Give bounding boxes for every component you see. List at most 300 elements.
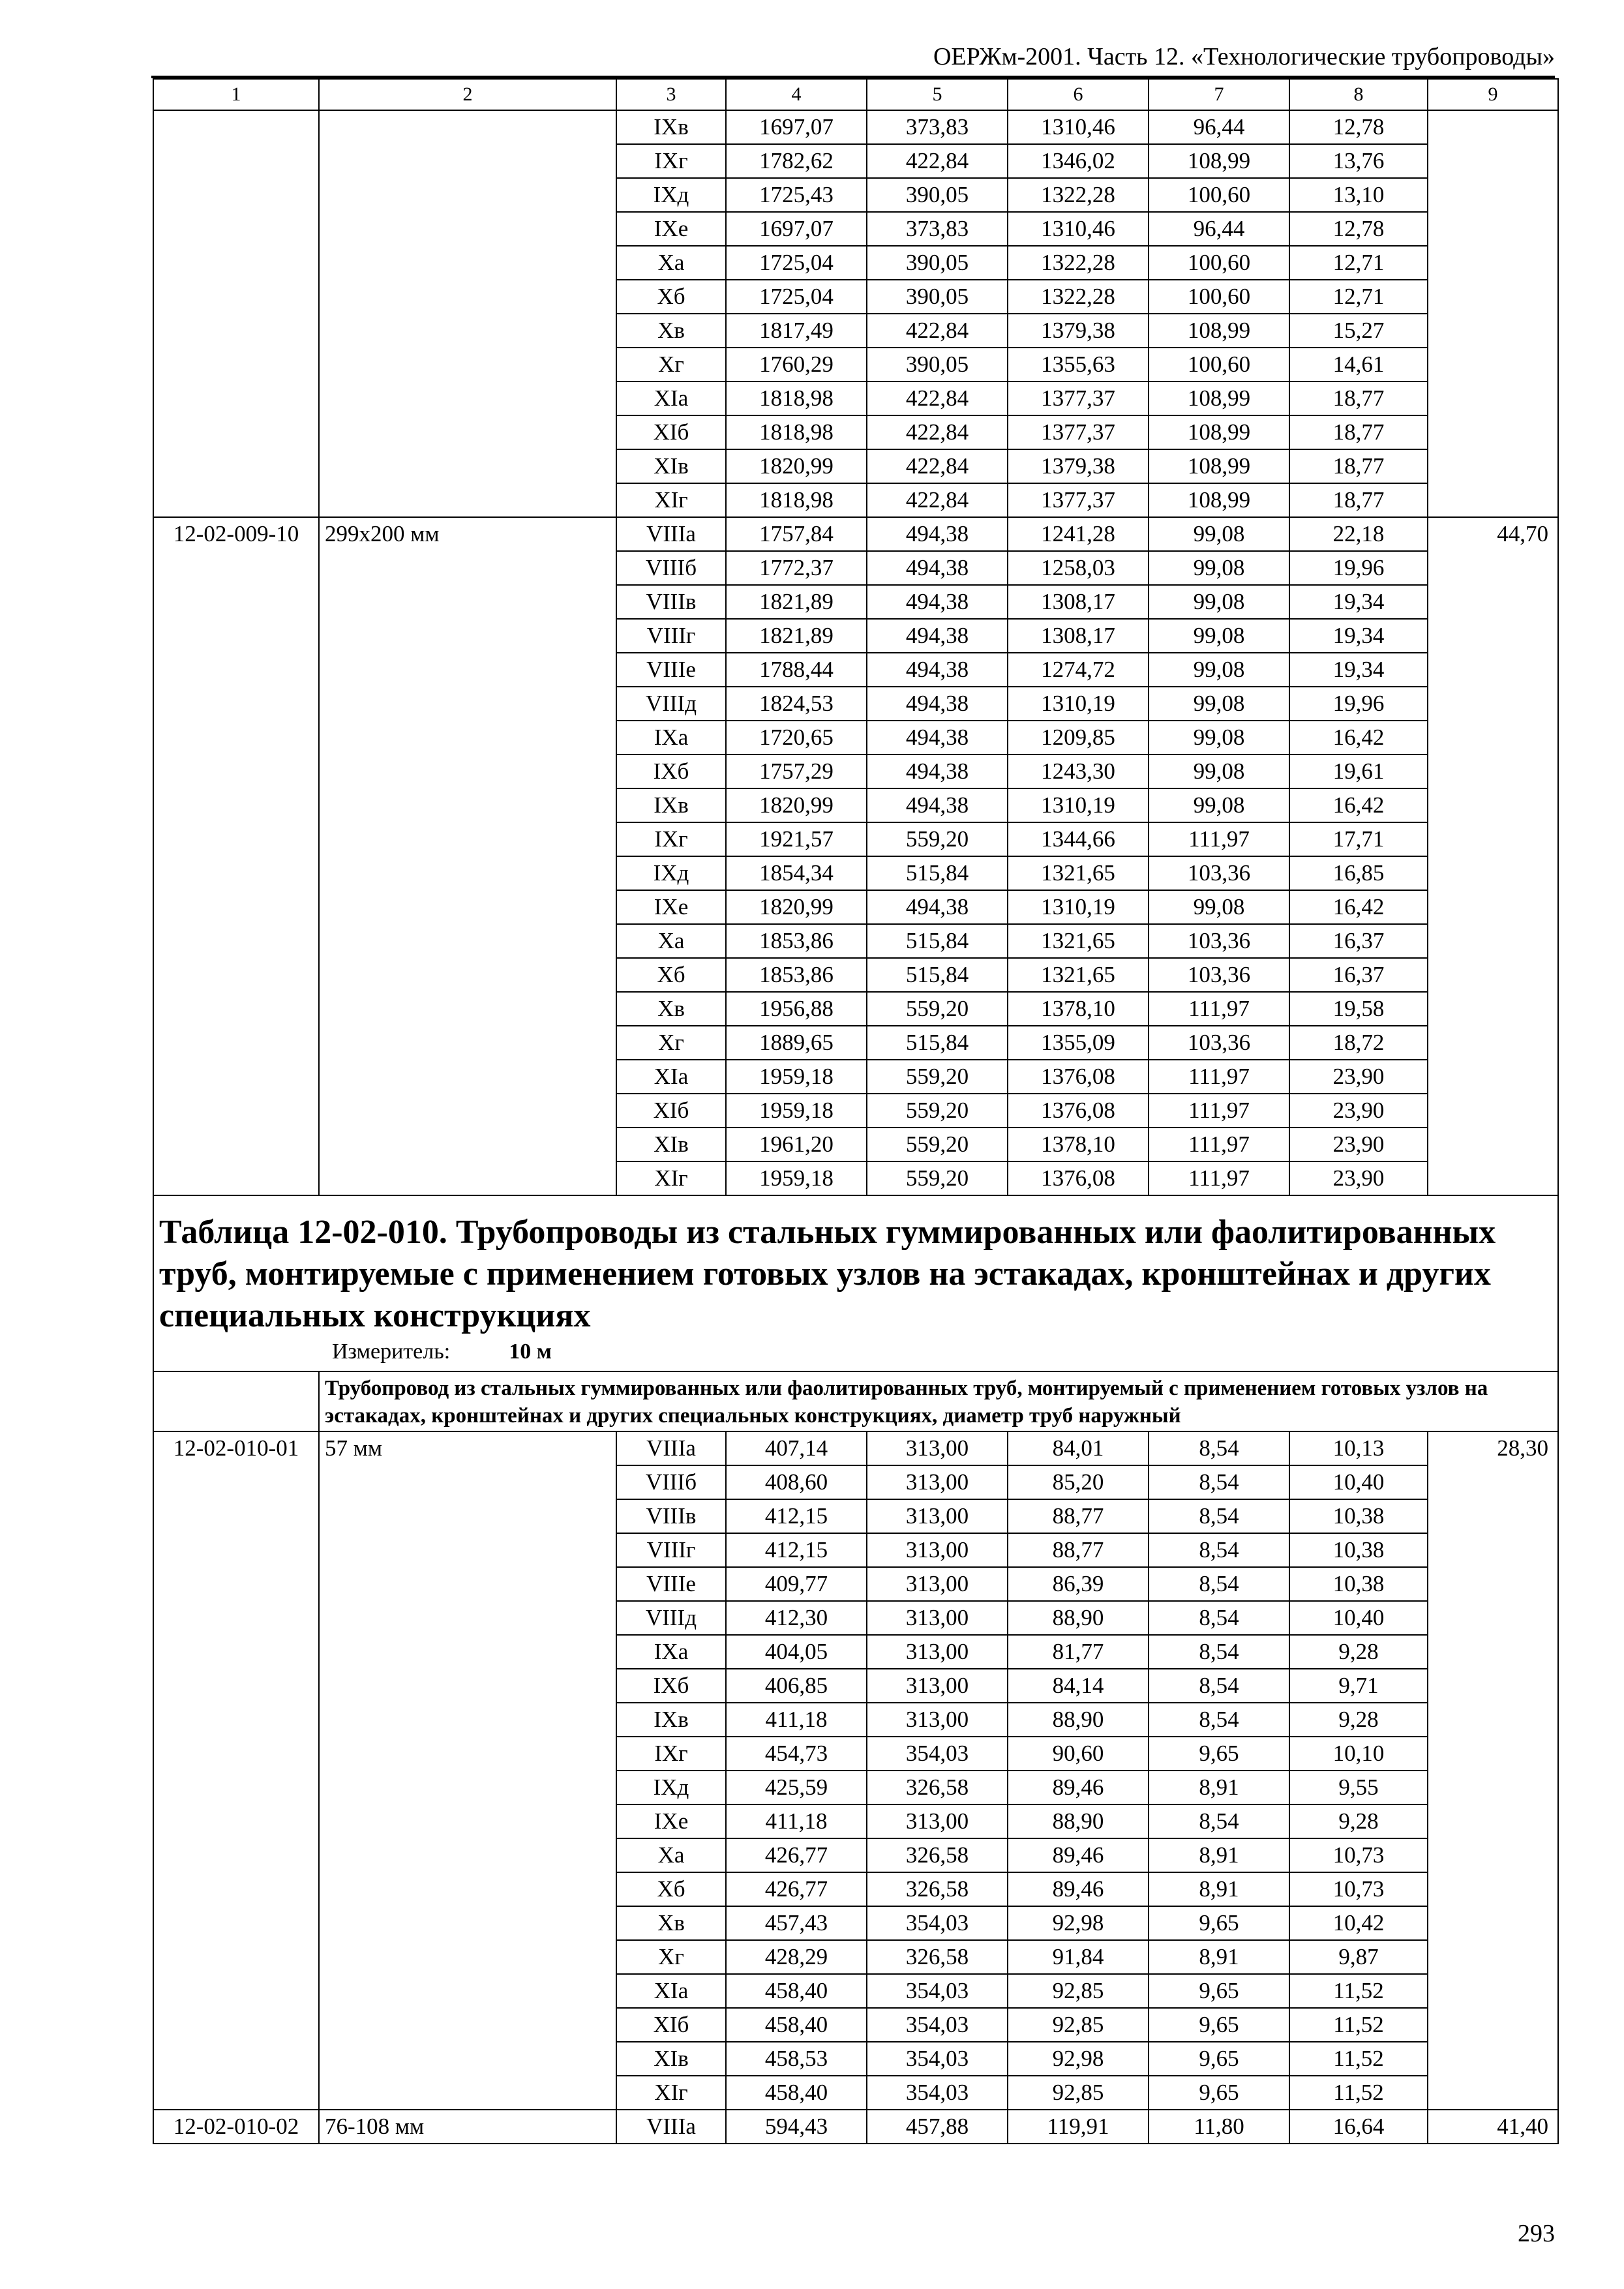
cost-total-cell: 1697,07	[726, 110, 867, 144]
cost-labor-cell: 422,84	[867, 449, 1008, 483]
cost-operators-cell: 111,97	[1149, 992, 1289, 1026]
cost-materials-cell: 12,71	[1289, 280, 1428, 314]
cost-materials-cell: 10,73	[1289, 1838, 1428, 1872]
cost-machines-cell: 1310,19	[1008, 890, 1149, 924]
cost-total-cell: 458,40	[726, 2008, 867, 2042]
cost-total-cell: 1820,99	[726, 449, 867, 483]
cost-operators-cell: 99,08	[1149, 517, 1289, 551]
cost-machines-cell: 91,84	[1008, 1940, 1149, 1974]
cost-materials-cell: 10,40	[1289, 1465, 1428, 1499]
cost-machines-cell: 1321,65	[1008, 958, 1149, 992]
cost-operators-cell: 100,60	[1149, 348, 1289, 382]
cost-total-cell: 1959,18	[726, 1060, 867, 1094]
cost-materials-cell: 19,61	[1289, 755, 1428, 788]
table-row	[153, 2110, 1558, 2144]
zone-cell: Xв	[616, 992, 726, 1026]
cost-labor-cell: 326,58	[867, 1872, 1008, 1906]
cost-labor-cell: 494,38	[867, 619, 1008, 653]
cost-labor-cell: 515,84	[867, 924, 1008, 958]
zone-cell: IXв	[616, 1703, 726, 1737]
cost-total-cell: 1760,29	[726, 348, 867, 382]
cost-operators-cell: 8,54	[1149, 1567, 1289, 1601]
cost-labor-cell: 313,00	[867, 1499, 1008, 1533]
cost-materials-cell: 10,73	[1289, 1872, 1428, 1906]
zone-cell: IXг	[616, 144, 726, 178]
zone-cell: IXе	[616, 1804, 726, 1838]
cost-total-cell: 458,40	[726, 1974, 867, 2008]
cost-machines-cell: 1377,37	[1008, 483, 1149, 517]
cost-materials-cell: 16,85	[1289, 856, 1428, 890]
cost-operators-cell: 108,99	[1149, 382, 1289, 415]
column-number: 6	[1008, 79, 1149, 110]
cost-labor-cell: 313,00	[867, 1465, 1008, 1499]
cost-labor-cell: 373,83	[867, 212, 1008, 246]
cost-materials-cell: 23,90	[1289, 1128, 1428, 1161]
cost-operators-cell: 8,54	[1149, 1499, 1289, 1533]
cost-machines-cell: 1241,28	[1008, 517, 1149, 551]
cost-total-cell: 1820,99	[726, 788, 867, 822]
cost-labor-cell: 326,58	[867, 1771, 1008, 1804]
zone-cell: VIIIе	[616, 653, 726, 687]
cost-operators-cell: 108,99	[1149, 483, 1289, 517]
cost-total-cell: 1817,49	[726, 314, 867, 348]
cost-operators-cell: 103,36	[1149, 856, 1289, 890]
cost-machines-cell: 88,90	[1008, 1703, 1149, 1737]
cost-machines-cell: 1243,30	[1008, 755, 1149, 788]
labor-hours-cell: 28,30	[1428, 1431, 1558, 2110]
zone-cell: IXг	[616, 1737, 726, 1771]
cost-materials-cell: 19,96	[1289, 551, 1428, 585]
cost-operators-cell: 108,99	[1149, 449, 1289, 483]
cost-machines-cell: 92,85	[1008, 1974, 1149, 2008]
cost-labor-cell: 390,05	[867, 280, 1008, 314]
cost-total-cell: 1720,65	[726, 721, 867, 755]
subtitle-row	[153, 1371, 1558, 1431]
cost-machines-cell: 89,46	[1008, 1771, 1149, 1804]
cost-machines-cell: 1308,17	[1008, 619, 1149, 653]
cost-materials-cell: 9,28	[1289, 1703, 1428, 1737]
cost-materials-cell: 16,42	[1289, 788, 1428, 822]
cost-labor-cell: 559,20	[867, 1060, 1008, 1094]
cost-total-cell: 1961,20	[726, 1128, 867, 1161]
cost-labor-cell: 494,38	[867, 890, 1008, 924]
zone-cell: IXа	[616, 721, 726, 755]
cost-total-cell: 1921,57	[726, 822, 867, 856]
cost-operators-cell: 100,60	[1149, 246, 1289, 280]
column-number: 2	[319, 79, 616, 110]
norm-code-cell	[153, 110, 319, 517]
cost-operators-cell: 8,54	[1149, 1533, 1289, 1567]
cost-labor-cell: 313,00	[867, 1567, 1008, 1601]
cost-total-cell: 1854,34	[726, 856, 867, 890]
zone-cell: IXб	[616, 755, 726, 788]
column-number: 1	[153, 79, 319, 110]
measure-unit	[159, 1337, 1552, 1367]
zone-cell: XIв	[616, 2042, 726, 2076]
norm-name-cell: 76-108 мм	[319, 2110, 616, 2144]
cost-operators-cell: 111,97	[1149, 1128, 1289, 1161]
cost-total-cell: 1757,84	[726, 517, 867, 551]
cost-labor-cell: 559,20	[867, 1128, 1008, 1161]
cost-labor-cell: 390,05	[867, 178, 1008, 212]
cost-labor-cell: 494,38	[867, 551, 1008, 585]
norm-code-cell: 12-02-009-10	[153, 517, 319, 1195]
cost-operators-cell: 8,54	[1149, 1669, 1289, 1703]
cost-materials-cell: 16,42	[1289, 890, 1428, 924]
cost-total-cell: 407,14	[726, 1431, 867, 1465]
cost-operators-cell: 99,08	[1149, 755, 1289, 788]
column-number: 3	[616, 79, 726, 110]
cost-machines-cell: 1310,19	[1008, 687, 1149, 721]
cost-operators-cell: 99,08	[1149, 653, 1289, 687]
cost-materials-cell: 16,37	[1289, 924, 1428, 958]
cost-materials-cell: 9,28	[1289, 1635, 1428, 1669]
cost-total-cell: 1782,62	[726, 144, 867, 178]
table-body	[153, 79, 1558, 2144]
zone-cell: VIIIв	[616, 585, 726, 619]
table-row	[153, 110, 1558, 144]
cost-machines-cell: 81,77	[1008, 1635, 1149, 1669]
column-number: 8	[1289, 79, 1428, 110]
table-title: Таблица 12-02-010. Трубопроводы из стальных гуммированных или фаолитированных труб, монтируемые с применением готовых узлов на эстакадах, кронштейнах и других специальных конструкциях	[159, 1214, 1496, 1334]
cost-total-cell: 1824,53	[726, 687, 867, 721]
cost-labor-cell: 354,03	[867, 2042, 1008, 2076]
zone-cell: Xг	[616, 348, 726, 382]
zone-cell: IXв	[616, 110, 726, 144]
cost-materials-cell: 16,42	[1289, 721, 1428, 755]
cost-machines-cell: 1322,28	[1008, 178, 1149, 212]
table-title-cell	[153, 1195, 1558, 1371]
cost-machines-cell: 88,90	[1008, 1804, 1149, 1838]
zone-cell: IXд	[616, 856, 726, 890]
cost-total-cell: 1956,88	[726, 992, 867, 1026]
cost-labor-cell: 422,84	[867, 382, 1008, 415]
cost-total-cell: 426,77	[726, 1838, 867, 1872]
cost-total-cell: 412,15	[726, 1533, 867, 1567]
zone-cell: IXд	[616, 1771, 726, 1804]
cost-machines-cell: 92,85	[1008, 2008, 1149, 2042]
cost-materials-cell: 19,34	[1289, 585, 1428, 619]
cost-labor-cell: 515,84	[867, 856, 1008, 890]
cost-machines-cell: 88,77	[1008, 1499, 1149, 1533]
zone-cell: XIа	[616, 382, 726, 415]
cost-labor-cell: 313,00	[867, 1703, 1008, 1737]
zone-cell: XIа	[616, 1060, 726, 1094]
cost-total-cell: 428,29	[726, 1940, 867, 1974]
cost-total-cell: 411,18	[726, 1804, 867, 1838]
cost-operators-cell: 8,54	[1149, 1431, 1289, 1465]
cost-labor-cell: 326,58	[867, 1940, 1008, 1974]
zone-cell: XIг	[616, 2076, 726, 2110]
cost-machines-cell: 1209,85	[1008, 721, 1149, 755]
measure-value: 10 м	[509, 1339, 552, 1364]
cost-total-cell: 457,43	[726, 1906, 867, 1940]
cost-operators-cell: 8,91	[1149, 1838, 1289, 1872]
cost-materials-cell: 15,27	[1289, 314, 1428, 348]
cost-machines-cell: 1321,65	[1008, 924, 1149, 958]
cost-machines-cell: 1377,37	[1008, 415, 1149, 449]
zone-cell: IXа	[616, 1635, 726, 1669]
cost-total-cell: 1772,37	[726, 551, 867, 585]
cost-machines-cell: 89,46	[1008, 1872, 1149, 1906]
cost-materials-cell: 23,90	[1289, 1161, 1428, 1195]
cost-operators-cell: 103,36	[1149, 958, 1289, 992]
cost-operators-cell: 99,08	[1149, 721, 1289, 755]
cost-labor-cell: 373,83	[867, 110, 1008, 144]
cost-machines-cell: 1322,28	[1008, 280, 1149, 314]
cost-operators-cell: 9,65	[1149, 2076, 1289, 2110]
cost-operators-cell: 111,97	[1149, 1161, 1289, 1195]
cost-total-cell: 1820,99	[726, 890, 867, 924]
cost-operators-cell: 8,54	[1149, 1465, 1289, 1499]
cost-materials-cell: 19,34	[1289, 653, 1428, 687]
cost-total-cell: 458,53	[726, 2042, 867, 2076]
cost-machines-cell: 1321,65	[1008, 856, 1149, 890]
cost-materials-cell: 13,76	[1289, 144, 1428, 178]
cost-total-cell: 408,60	[726, 1465, 867, 1499]
cost-machines-cell: 86,39	[1008, 1567, 1149, 1601]
cost-operators-cell: 8,91	[1149, 1872, 1289, 1906]
cost-labor-cell: 326,58	[867, 1838, 1008, 1872]
cost-materials-cell: 10,38	[1289, 1567, 1428, 1601]
cost-labor-cell: 494,38	[867, 653, 1008, 687]
cost-materials-cell: 11,52	[1289, 2042, 1428, 2076]
cost-materials-cell: 9,28	[1289, 1804, 1428, 1838]
cost-materials-cell: 19,58	[1289, 992, 1428, 1026]
cost-operators-cell: 103,36	[1149, 924, 1289, 958]
cost-labor-cell: 390,05	[867, 246, 1008, 280]
cost-operators-cell: 99,08	[1149, 619, 1289, 653]
cost-materials-cell: 19,34	[1289, 619, 1428, 653]
zone-cell: IXд	[616, 178, 726, 212]
cost-labor-cell: 457,88	[867, 2110, 1008, 2144]
cost-machines-cell: 92,85	[1008, 2076, 1149, 2110]
cost-labor-cell: 354,03	[867, 1737, 1008, 1771]
cost-materials-cell: 18,77	[1289, 483, 1428, 517]
cost-materials-cell: 23,90	[1289, 1060, 1428, 1094]
norm-code-cell: 12-02-010-01	[153, 1431, 319, 2110]
cost-labor-cell: 494,38	[867, 721, 1008, 755]
cost-operators-cell: 99,08	[1149, 890, 1289, 924]
zone-cell: Xв	[616, 314, 726, 348]
cost-machines-cell: 1378,10	[1008, 1128, 1149, 1161]
cost-operators-cell: 9,65	[1149, 2008, 1289, 2042]
zone-cell: Xб	[616, 1872, 726, 1906]
zone-cell: XIа	[616, 1974, 726, 2008]
cost-total-cell: 412,15	[726, 1499, 867, 1533]
cost-total-cell: 425,59	[726, 1771, 867, 1804]
cost-operators-cell: 99,08	[1149, 788, 1289, 822]
cost-machines-cell: 84,01	[1008, 1431, 1149, 1465]
cost-materials-cell: 11,52	[1289, 2076, 1428, 2110]
cost-total-cell: 1889,65	[726, 1026, 867, 1060]
cost-materials-cell: 22,18	[1289, 517, 1428, 551]
cost-materials-cell: 18,72	[1289, 1026, 1428, 1060]
zone-cell: IXе	[616, 890, 726, 924]
cost-machines-cell: 1274,72	[1008, 653, 1149, 687]
cost-materials-cell: 11,52	[1289, 2008, 1428, 2042]
zone-cell: IXг	[616, 822, 726, 856]
cost-machines-cell: 1258,03	[1008, 551, 1149, 585]
cost-labor-cell: 354,03	[867, 2076, 1008, 2110]
zone-cell: Xб	[616, 958, 726, 992]
cost-operators-cell: 111,97	[1149, 1094, 1289, 1128]
cost-total-cell: 411,18	[726, 1703, 867, 1737]
zone-cell: VIIIб	[616, 1465, 726, 1499]
zone-cell: IXе	[616, 212, 726, 246]
cost-machines-cell: 1379,38	[1008, 449, 1149, 483]
cost-labor-cell: 494,38	[867, 517, 1008, 551]
running-header: ОЕРЖм-2001. Часть 12. «Технологические трубопроводы»	[933, 43, 1555, 70]
cost-operators-cell: 8,54	[1149, 1635, 1289, 1669]
cost-materials-cell: 10,13	[1289, 1431, 1428, 1465]
labor-hours-cell: 41,40	[1428, 2110, 1558, 2144]
zone-cell: VIIIе	[616, 1567, 726, 1601]
cost-total-cell: 409,77	[726, 1567, 867, 1601]
cost-labor-cell: 559,20	[867, 1094, 1008, 1128]
cost-materials-cell: 14,61	[1289, 348, 1428, 382]
cost-materials-cell: 17,71	[1289, 822, 1428, 856]
column-number: 7	[1149, 79, 1289, 110]
cost-total-cell: 1818,98	[726, 382, 867, 415]
labor-hours-cell: 44,70	[1428, 517, 1558, 1195]
cost-machines-cell: 84,14	[1008, 1669, 1149, 1703]
cost-total-cell: 1818,98	[726, 483, 867, 517]
cost-machines-cell: 1346,02	[1008, 144, 1149, 178]
cost-total-cell: 1757,29	[726, 755, 867, 788]
cost-machines-cell: 88,77	[1008, 1533, 1149, 1567]
cost-labor-cell: 494,38	[867, 585, 1008, 619]
cost-labor-cell: 494,38	[867, 788, 1008, 822]
cost-labor-cell: 494,38	[867, 755, 1008, 788]
cost-total-cell: 426,77	[726, 1872, 867, 1906]
cost-operators-cell: 99,08	[1149, 687, 1289, 721]
cost-operators-cell: 9,65	[1149, 1974, 1289, 2008]
cost-operators-cell: 100,60	[1149, 178, 1289, 212]
cost-operators-cell: 9,65	[1149, 1737, 1289, 1771]
cost-labor-cell: 422,84	[867, 415, 1008, 449]
labor-hours-cell	[1428, 110, 1558, 517]
norm-name-cell: 299x200 мм	[319, 517, 616, 1195]
cost-total-cell: 412,30	[726, 1601, 867, 1635]
cost-materials-cell: 18,77	[1289, 449, 1428, 483]
cost-operators-cell: 99,08	[1149, 585, 1289, 619]
cost-machines-cell: 1376,08	[1008, 1161, 1149, 1195]
cost-labor-cell: 515,84	[867, 958, 1008, 992]
cost-labor-cell: 313,00	[867, 1533, 1008, 1567]
cost-machines-cell: 1355,09	[1008, 1026, 1149, 1060]
cost-machines-cell: 1310,46	[1008, 212, 1149, 246]
cost-operators-cell: 111,97	[1149, 822, 1289, 856]
zone-cell: Xб	[616, 280, 726, 314]
zone-cell: Xв	[616, 1906, 726, 1940]
cost-labor-cell: 390,05	[867, 348, 1008, 382]
norm-name-cell: 57 мм	[319, 1431, 616, 2110]
cost-machines-cell: 119,91	[1008, 2110, 1149, 2144]
table-row	[153, 517, 1558, 551]
cost-operators-cell: 8,54	[1149, 1804, 1289, 1838]
cost-machines-cell: 1322,28	[1008, 246, 1149, 280]
cost-machines-cell: 1308,17	[1008, 585, 1149, 619]
cost-materials-cell: 12,78	[1289, 110, 1428, 144]
cost-materials-cell: 10,38	[1289, 1533, 1428, 1567]
cost-machines-cell: 1377,37	[1008, 382, 1149, 415]
zone-cell: XIв	[616, 1128, 726, 1161]
cost-materials-cell: 11,52	[1289, 1974, 1428, 2008]
cost-materials-cell: 9,55	[1289, 1771, 1428, 1804]
cost-operators-cell: 96,44	[1149, 212, 1289, 246]
cost-materials-cell: 23,90	[1289, 1094, 1428, 1128]
zone-cell: VIIIд	[616, 1601, 726, 1635]
cost-operators-cell: 9,65	[1149, 2042, 1289, 2076]
cost-operators-cell: 96,44	[1149, 110, 1289, 144]
cost-total-cell: 1959,18	[726, 1094, 867, 1128]
cost-materials-cell: 9,71	[1289, 1669, 1428, 1703]
zone-cell: XIб	[616, 2008, 726, 2042]
cost-materials-cell: 9,87	[1289, 1940, 1428, 1974]
cost-operators-cell: 99,08	[1149, 551, 1289, 585]
zone-cell: IXв	[616, 788, 726, 822]
cost-operators-cell: 111,97	[1149, 1060, 1289, 1094]
cost-machines-cell: 92,98	[1008, 1906, 1149, 1940]
cost-machines-cell: 1376,08	[1008, 1094, 1149, 1128]
cost-materials-cell: 16,37	[1289, 958, 1428, 992]
zone-cell: XIб	[616, 1094, 726, 1128]
cost-operators-cell: 100,60	[1149, 280, 1289, 314]
zone-cell: VIIIд	[616, 687, 726, 721]
cost-operators-cell: 9,65	[1149, 1906, 1289, 1940]
zone-cell: VIIIв	[616, 1499, 726, 1533]
cost-machines-cell: 1355,63	[1008, 348, 1149, 382]
cost-labor-cell: 313,00	[867, 1804, 1008, 1838]
cost-labor-cell: 422,84	[867, 144, 1008, 178]
cost-materials-cell: 10,38	[1289, 1499, 1428, 1533]
cost-machines-cell: 92,98	[1008, 2042, 1149, 2076]
cost-machines-cell: 1310,46	[1008, 110, 1149, 144]
cost-total-cell: 458,40	[726, 2076, 867, 2110]
column-number: 4	[726, 79, 867, 110]
cost-machines-cell: 85,20	[1008, 1465, 1149, 1499]
cost-labor-cell: 494,38	[867, 687, 1008, 721]
cost-labor-cell: 313,00	[867, 1635, 1008, 1669]
norm-name-cell	[319, 110, 616, 517]
cost-materials-cell: 10,42	[1289, 1906, 1428, 1940]
cost-labor-cell: 559,20	[867, 822, 1008, 856]
cost-machines-cell: 1344,66	[1008, 822, 1149, 856]
cost-labor-cell: 559,20	[867, 1161, 1008, 1195]
cost-total-cell: 1788,44	[726, 653, 867, 687]
cost-machines-cell: 1310,19	[1008, 788, 1149, 822]
cost-total-cell: 1959,18	[726, 1161, 867, 1195]
cost-machines-cell: 1376,08	[1008, 1060, 1149, 1094]
cost-materials-cell: 19,96	[1289, 687, 1428, 721]
cost-total-cell: 1725,04	[726, 280, 867, 314]
cost-materials-cell: 10,10	[1289, 1737, 1428, 1771]
cost-operators-cell: 108,99	[1149, 314, 1289, 348]
measure-label: Измеритель:	[332, 1339, 451, 1364]
cost-materials-cell: 18,77	[1289, 415, 1428, 449]
zone-cell: VIIIа	[616, 1431, 726, 1465]
cost-total-cell: 454,73	[726, 1737, 867, 1771]
table-row	[153, 1431, 1558, 1465]
cost-machines-cell: 89,46	[1008, 1838, 1149, 1872]
subtitle-empty-cell	[153, 1371, 319, 1431]
cost-total-cell: 1725,43	[726, 178, 867, 212]
zone-cell: VIIIа	[616, 2110, 726, 2144]
cost-labor-cell: 313,00	[867, 1431, 1008, 1465]
cost-machines-cell: 1379,38	[1008, 314, 1149, 348]
cost-labor-cell: 354,03	[867, 2008, 1008, 2042]
